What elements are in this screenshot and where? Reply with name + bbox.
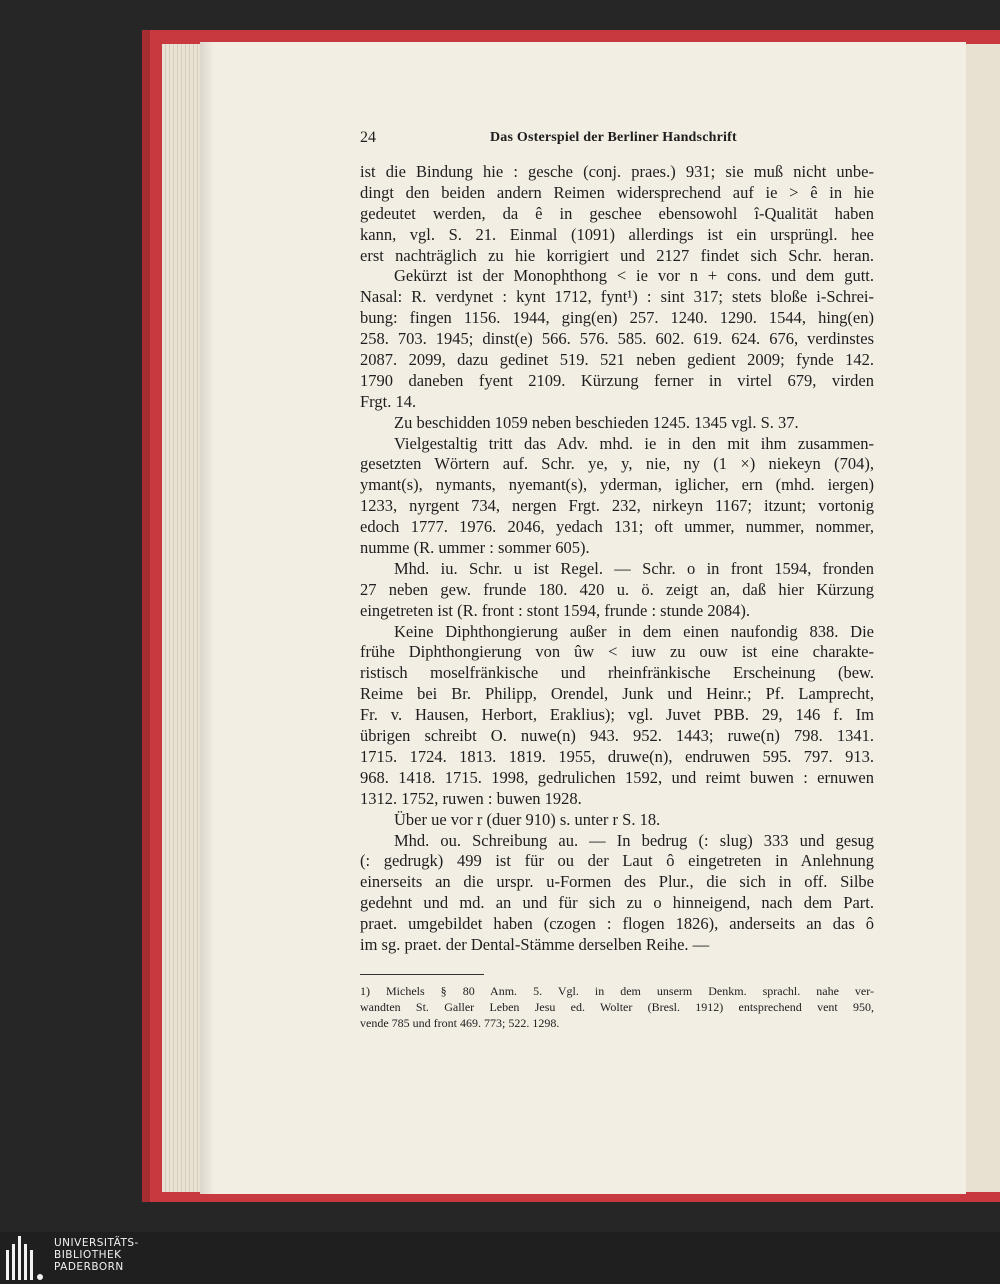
library-logo-icon <box>6 1236 46 1280</box>
body-text <box>360 162 874 956</box>
text-line: frühe Diphthongierung von ûw < iuw zu ouw ist eine charakte- <box>360 642 874 662</box>
running-header <box>360 128 874 148</box>
text-line: eingetreten ist (R. front : stont 1594, frunde : stunde 2084). <box>360 600 750 620</box>
text-line: 2087. 2099, dazu gedinet 519. 521 neben gedient 2009; fynde 142. <box>360 350 874 370</box>
library-logo-line: UNIVERSITÄTS- <box>54 1237 139 1249</box>
text-line: im sg. praet. der Dental-Stämme derselben Reihe. — <box>360 934 710 954</box>
text-line: Keine Diphthongierung außer in dem einen naufondig 838. Die <box>394 621 874 641</box>
text-line: kann, vgl. S. 21. Einmal (1091) allerdings ist ein ursprüngl. hee <box>360 224 874 244</box>
text-line: 968. 1418. 1715. 1998, gedrulichen 1592, und reimt buwen : ernuwen <box>360 767 874 787</box>
text-line: 258. 703. 1945; dinst(e) 566. 576. 585. 602. 619. 624. 676, verdinstes <box>360 329 874 349</box>
text-line: Fr. v. Hausen, Herbort, Eraklius); vgl. Juvet PBB. 29, 146 f. Im <box>360 705 874 725</box>
text-line: 1715. 1724. 1813. 1819. 1955, druwe(n), endruwen 595. 797. 913. <box>360 746 874 766</box>
viewer-footer <box>0 1232 1000 1284</box>
text-line: Nasal: R. verdynet : kynt 1712, fynt¹) : sint 317; stets bloße i-Schrei- <box>360 287 874 307</box>
text-line: Vielgestaltig tritt das Adv. mhd. ie in den mit ihm zusammen- <box>394 433 874 453</box>
text-line: praet. umgebildet haben (czogen : flogen 1826), anderseits an das ô <box>360 914 874 934</box>
footnote <box>360 983 874 1031</box>
gutter-shadow <box>200 42 214 1194</box>
text-line: übrigen schreibt O. nuwe(n) 943. 952. 1443; ruwe(n) 798. 1341. <box>360 726 874 746</box>
library-logo-text <box>54 1237 139 1273</box>
text-line: gedeutet werden, da ê in geschee ebensowohl î-Qualität haben <box>360 203 874 223</box>
text-line: Gekürzt ist der Monophthong < ie vor n + cons. und dem gutt. <box>394 266 874 286</box>
text-line: einerseits an die urspr. u-Formen des Plur., die sich in off. Silbe <box>360 872 874 892</box>
text-line: 1233, nyrgent 734, nergen Frgt. 232, nirkeyn 1167; itzunt; vortonig <box>360 496 874 516</box>
text-line: erst nachträglich zu hie korrigiert und 2127 findet sich Schr. heran. <box>360 245 874 265</box>
book-cover-edge <box>142 30 150 1202</box>
text-line: 1790 daneben fyent 2109. Kürzung ferner in virtel 679, virden <box>360 370 874 390</box>
footnote-line: vende 785 und front 469. 773; 522. 1298. <box>360 1015 560 1030</box>
text-line: gesetzten Wörtern auf. Schr. ye, y, nie, ny (1 ×) niekeyn (704), <box>360 454 874 474</box>
text-line: Reime bei Br. Philipp, Orendel, Junk und Heinr.; Pf. Lamprecht, <box>360 684 874 704</box>
text-line: numme (R. ummer : sommer 605). <box>360 538 590 558</box>
library-logo-line: PADERBORN <box>54 1261 124 1273</box>
footnote-line: 1) Michels § 80 Anm. 5. Vgl. in dem unserm Denkm. sprachl. nahe ver- <box>360 983 874 998</box>
text-line: dingt den beiden andern Reimen widersprechend auf ie > ê in hie <box>360 182 874 202</box>
text-line: (: gedrugk) 499 ist für ou der Laut ô eingetreten in Anlehnung <box>360 851 874 871</box>
footnote-line: wandten St. Galler Leben Jesu ed. Wolter (Bresl. 1912) entsprechend vent 950, <box>360 999 874 1014</box>
text-line: ymant(s), nymants, nyemant(s), yderman, iglicher, ern (mhd. iergen) <box>360 475 874 495</box>
footnote-rule <box>360 974 484 975</box>
text-line: 27 neben gew. frunde 180. 420 u. ö. zeigt an, daß hier Kürzung <box>360 579 874 599</box>
section-heading-line: Mhd. ou. Schreibung au. — In bedrug (: slug) 333 und gesug <box>394 830 874 850</box>
page-text <box>360 128 874 1031</box>
running-title: Das Osterspiel der Berliner Handschrift <box>490 130 737 145</box>
text-line: bung: fingen 1156. 1944, ging(en) 257. 1240. 1290. 1544, hing(en) <box>360 308 874 328</box>
text-line: gedehnt und md. an und für sich zu o hinneigend, nach dem Part. <box>360 893 874 913</box>
section-heading-line: Mhd. iu. Schr. u ist Regel. — Schr. o in front 1594, fronden <box>394 558 874 578</box>
text-line: Frgt. 14. <box>360 391 417 411</box>
text-line: edoch 1777. 1976. 2046, yedach 131; oft ummer, nummer, nommer, <box>360 517 874 537</box>
text-line: 1312. 1752, ruwen : buwen 1928. <box>360 788 582 808</box>
page-number: 24 <box>360 129 376 146</box>
text-line: Zu beschidden 1059 neben beschieden 1245. 1345 vgl. S. 37. <box>394 412 799 432</box>
text-line: Über ue vor r (duer 910) s. unter r S. 18. <box>394 809 661 829</box>
text-line: ristisch moselfränkische und rheinfränkische Erscheinung (bew. <box>360 663 874 683</box>
text-line: ist die Bindung hie : gesche (conj. praes.) 931; sie muß nicht unbe- <box>360 162 874 181</box>
facing-page-edge <box>966 44 1000 1192</box>
library-logo-line: BIBLIOTHEK <box>54 1249 122 1261</box>
